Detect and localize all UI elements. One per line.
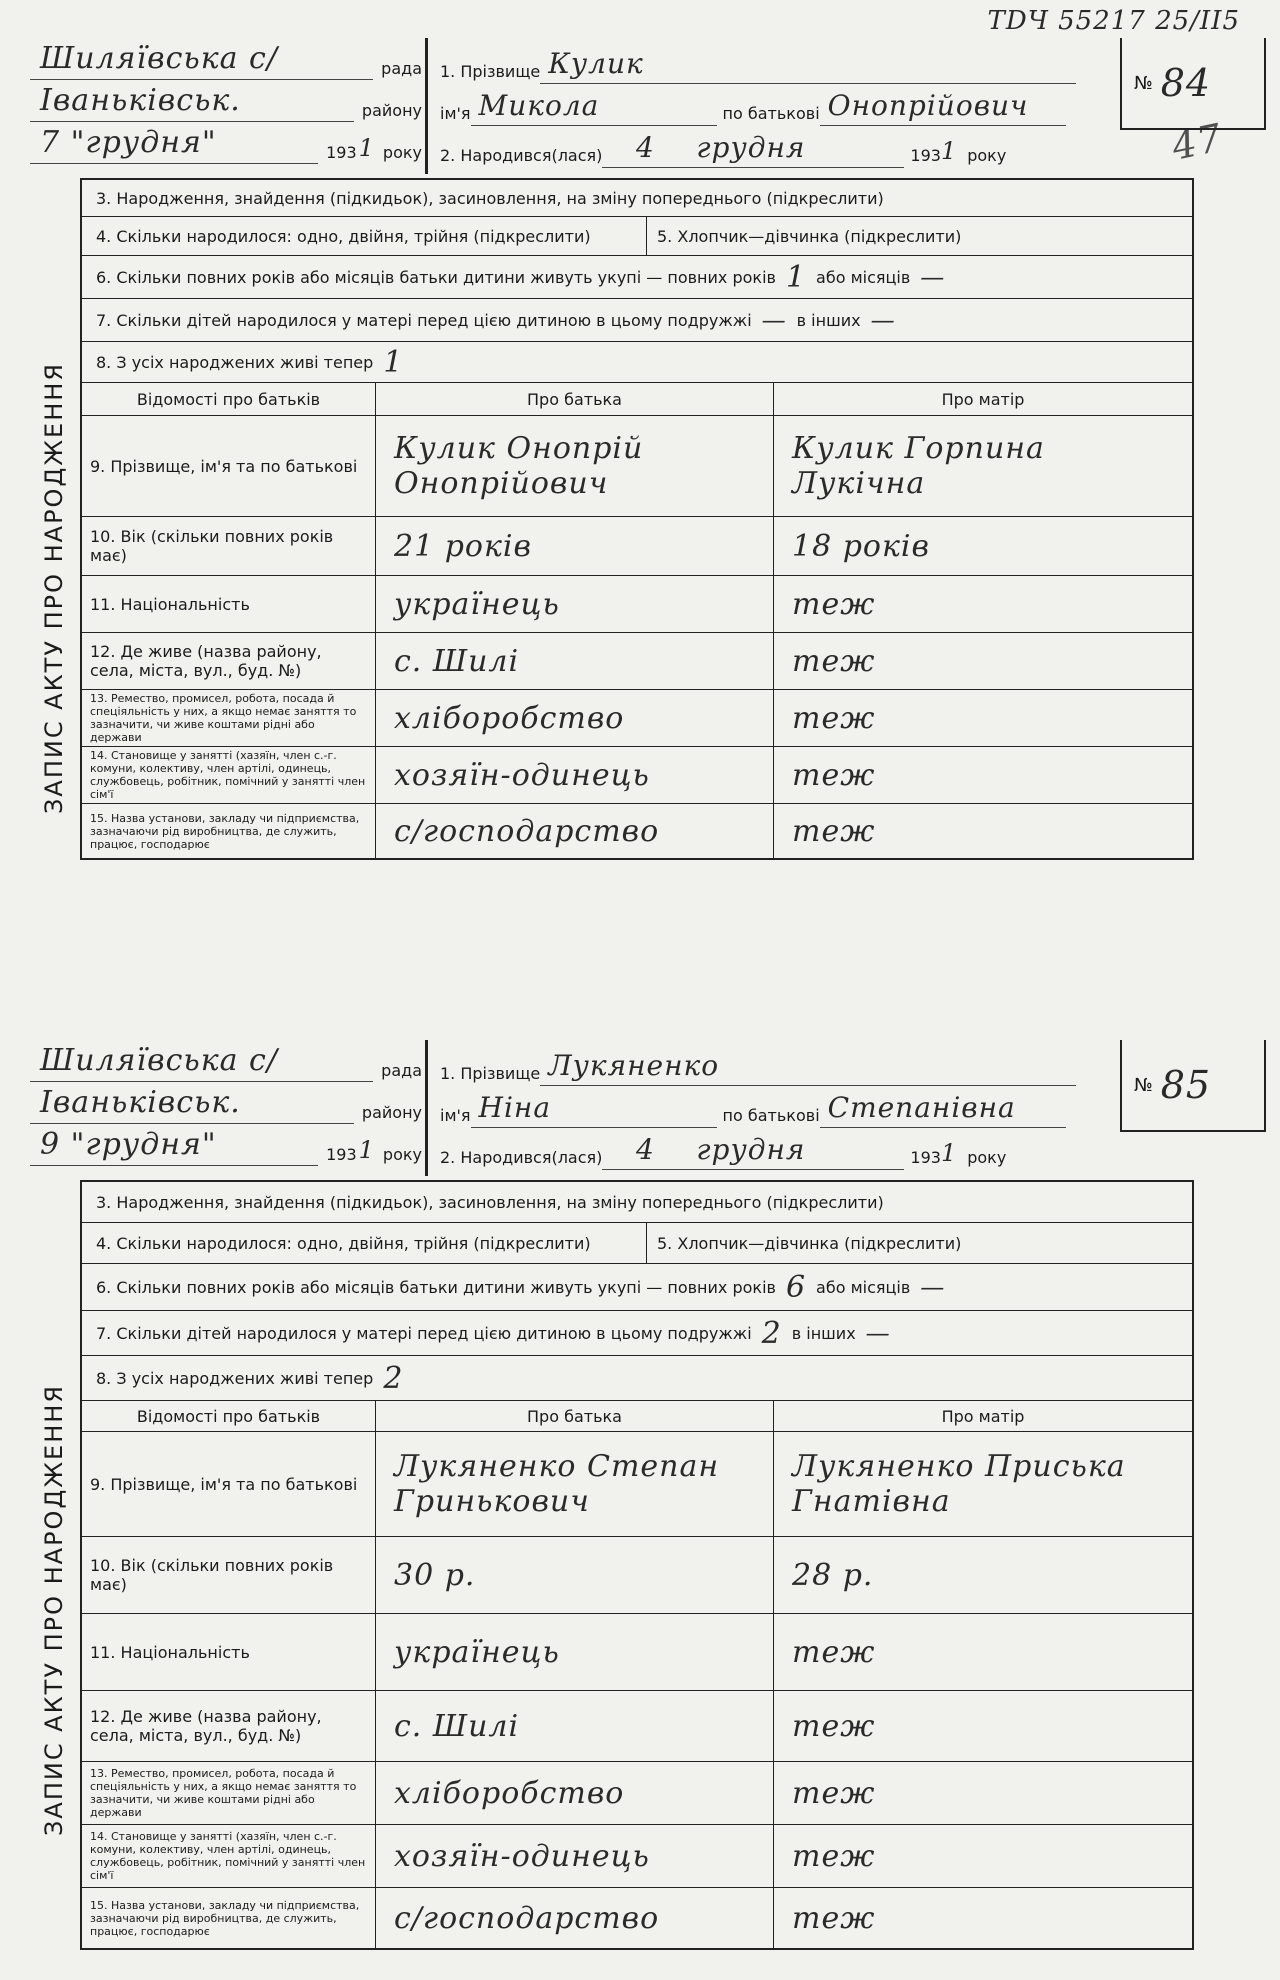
record-number-box — [1120, 38, 1266, 130]
rada-label: рада — [381, 59, 422, 78]
father-status: хозяїн-одинець — [376, 1825, 774, 1888]
question-4-5 — [82, 1223, 1192, 1264]
row-14-label: 14. Становище у занятті (хазяїн, член с.-г. комуни, колективу, член артілі, одинець, службовець, робітник, помічний у занятті член сім'ї — [82, 747, 376, 804]
number-sign: № — [1134, 72, 1153, 94]
q7-other: — — [865, 1319, 891, 1347]
father-header: Про батька — [376, 383, 774, 416]
q6-years: 6 — [785, 1269, 807, 1305]
birth-month: грудня — [688, 1133, 904, 1170]
father-nationality: українець — [376, 576, 774, 633]
mother-address: теж — [774, 1691, 1192, 1762]
row-15-label: 15. Назва установи, закладу чи підприємства, зазначаючи рід виробництва, де служить, працює, господарює — [82, 1888, 376, 1948]
registration-date: 9 "грудня" — [30, 1127, 318, 1166]
father-age: 30 р. — [376, 1537, 774, 1614]
question-5: 5. Хлопчик—дівчинка (підкреслити) — [657, 1233, 962, 1253]
side-title: ЗАПИС АКТУ ПРО НАРОДЖЕННЯ — [40, 362, 68, 814]
registry-office-block — [30, 38, 422, 168]
parents-table — [82, 1401, 1192, 1948]
row-12-label: 12. Де живе (назва району, села, міста, вул., буд. №) — [82, 1691, 376, 1762]
row-12-label: 12. Де живе (назва району, села, міста, вул., буд. №) — [82, 633, 376, 690]
mother-age: 28 р. — [774, 1537, 1192, 1614]
mother-status: теж — [774, 747, 1192, 804]
father-occupation: хліборобство — [376, 690, 774, 747]
question-5: 5. Хлопчик—дівчинка (підкреслити) — [657, 226, 962, 246]
question-4: 4. Скільки народилося: одно, двійня, трійня (підкреслити) — [82, 1223, 647, 1263]
raion-label: району — [361, 1103, 422, 1122]
record-number: 85 — [1160, 1063, 1212, 1107]
q7-count: — — [761, 306, 787, 334]
question-4: 4. Скільки народилося: одно, двійня, трійня (підкреслити) — [82, 217, 647, 255]
registry-office-block — [30, 1040, 422, 1170]
year-label: року — [382, 143, 422, 162]
father-status: хозяїн-одинець — [376, 747, 774, 804]
name-label: ім'я — [440, 104, 471, 123]
father-name: Лукяненко Степан Гринькович — [376, 1432, 774, 1537]
question-6: 6. Скільки повних років або місяців батьки дитини живуть укупі — повних років 6 або місяців — — [82, 1264, 1192, 1311]
father-employer: с/господарство — [376, 1888, 774, 1948]
row-13-label: 13. Ремество, промисел, робота, посада й спеціяльність у них, а якщо немає заняття то зазначити, чи живе коштами рідні або держави — [82, 1762, 376, 1825]
question-7: 7. Скільки дітей народилося у матері перед цією дитиною в цьому подружжі — в інших — — [82, 299, 1192, 342]
rada-value: Шиляївська с/ — [30, 1043, 373, 1082]
row-13-label: 13. Ремество, промисел, робота, посада й спеціяльність у них, а якщо немає заняття то зазначити, чи живе коштами рідні або держави — [82, 690, 376, 747]
number-sign: № — [1134, 1074, 1153, 1096]
mother-nationality: теж — [774, 1614, 1192, 1691]
child-surname: Лукяненко — [540, 1049, 1076, 1086]
raion-value: Іваньківськ. — [30, 83, 354, 122]
father-address: с. Шилі — [376, 633, 774, 690]
mother-employer: теж — [792, 813, 876, 849]
birth-year-prefix: 193 — [910, 1148, 941, 1167]
record-form — [80, 178, 1194, 860]
mother-age: 18 років — [774, 517, 1192, 576]
parents-header: Відомості про батьків — [82, 383, 376, 416]
row-9-label: 9. Прізвище, ім'я та по батькові — [82, 416, 376, 517]
birth-day: 4 — [602, 1133, 688, 1170]
mother-header: Про матір — [774, 1401, 1192, 1432]
child-patronymic: Степанівна — [820, 1091, 1066, 1128]
mother-address: теж — [774, 633, 1192, 690]
patronymic-label: по батькові — [722, 1106, 820, 1125]
question-6: 6. Скільки повних років або місяців батьки дитини живуть укупі — повних років 1 або місяців — — [82, 256, 1192, 299]
record-form — [80, 1180, 1194, 1950]
row-10-label: 10. Вік (скільки повних років має) — [82, 1537, 376, 1614]
birth-record — [0, 38, 1270, 938]
birth-year: 1 — [940, 1139, 958, 1167]
birth-year-prefix: 193 — [910, 146, 941, 165]
birth-year-label: року — [967, 146, 1007, 165]
child-name: Ніна — [471, 1091, 717, 1128]
father-occupation: хліборобство — [376, 1762, 774, 1825]
mother-name: Лукяненко Приська Гнатівна — [774, 1432, 1192, 1537]
pencil-mark: 47 — [1167, 115, 1227, 169]
child-identity-block — [440, 1046, 1130, 1174]
registration-date: 7 "грудня" — [30, 125, 318, 164]
question-4-5 — [82, 217, 1192, 256]
birth-day: 4 — [602, 131, 688, 168]
q6-months: — — [920, 1273, 946, 1301]
q7-other: — — [870, 306, 896, 334]
row-9-label: 9. Прізвище, ім'я та по батькові — [82, 1432, 376, 1537]
q6-years: 1 — [785, 259, 807, 295]
q7-count: 2 — [761, 1315, 782, 1351]
child-surname: Кулик — [540, 47, 1076, 84]
row-11-label: 11. Національність — [82, 576, 376, 633]
born-label: 2. Народився(лася) — [440, 1148, 603, 1167]
surname-label: 1. Прізвище — [440, 62, 541, 81]
parents-table — [82, 383, 1192, 858]
parents-header: Відомості про батьків — [82, 1401, 376, 1432]
archive-stamp: TDЧ 55217 25/II5 — [987, 6, 1240, 36]
child-name: Микола — [471, 89, 717, 126]
registration-year: 1 — [358, 134, 375, 162]
father-nationality: українець — [376, 1614, 774, 1691]
question-8: 8. З усіх народжених живі тепер 1 — [82, 342, 1192, 383]
question-3: 3. Народження, знайдення (підкидьок), засиновлення, на зміну попереднього (підкреслити) — [82, 180, 1192, 217]
row-15-label: 15. Назва установи, закладу чи підприємства, зазначаючи рід виробництва, де служить, працює, господарює — [82, 804, 376, 858]
question-8: 8. З усіх народжених живі тепер 2 — [82, 1356, 1192, 1401]
q6-months: — — [920, 263, 946, 291]
registration-year: 1 — [358, 1136, 375, 1164]
father-name: Кулик Онопрій Онопрійович — [376, 416, 774, 517]
q8-alive: 1 — [383, 344, 404, 380]
mother-name: Кулик Горпина Лукічна — [774, 416, 1192, 517]
header-divider — [425, 38, 428, 174]
q8-alive: 2 — [383, 1360, 404, 1396]
born-label: 2. Народився(лася) — [440, 146, 603, 165]
surname-label: 1. Прізвище — [440, 1064, 541, 1083]
raion-label: району — [361, 101, 422, 120]
child-patronymic: Онопрійович — [820, 89, 1066, 126]
record-number-box — [1120, 1040, 1266, 1132]
father-header: Про батька — [376, 1401, 774, 1432]
mother-nationality: теж — [774, 576, 1192, 633]
mother-header: Про матір — [774, 383, 1192, 416]
header-divider — [425, 1040, 428, 1176]
birth-year: 1 — [940, 137, 958, 165]
mother-status: теж — [774, 1825, 1192, 1888]
side-title: ЗАПИС АКТУ ПРО НАРОДЖЕННЯ — [40, 1384, 68, 1836]
row-11-label: 11. Національність — [82, 1614, 376, 1691]
row-10-label: 10. Вік (скільки повних років має) — [82, 517, 376, 576]
patronymic-label: по батькові — [722, 104, 820, 123]
rada-label: рада — [381, 1061, 422, 1080]
father-age: 21 років — [376, 517, 774, 576]
father-address: с. Шилі — [376, 1691, 774, 1762]
question-3: 3. Народження, знайдення (підкидьок), засиновлення, на зміну попереднього (підкреслити) — [82, 1182, 1192, 1223]
question-7: 7. Скільки дітей народилося у матері перед цією дитиною в цьому подружжі 2 в інших — — [82, 1311, 1192, 1356]
father-employer: с/господарство — [376, 804, 774, 858]
year-prefix: 193 — [326, 1145, 357, 1164]
raion-value: Іваньківськ. — [30, 1085, 354, 1124]
record-number: 84 — [1160, 61, 1212, 105]
name-label: ім'я — [440, 1106, 471, 1125]
birth-year-label: року — [967, 1148, 1007, 1167]
year-label: року — [382, 1145, 422, 1164]
birth-record — [0, 1040, 1270, 1980]
rada-value: Шиляївська с/ — [30, 41, 373, 80]
year-prefix: 193 — [326, 143, 357, 162]
mother-occupation: теж — [774, 690, 1192, 747]
birth-month: грудня — [688, 131, 904, 168]
mother-occupation: теж — [774, 1762, 1192, 1825]
mother-employer: теж — [792, 1900, 876, 1936]
row-14-label: 14. Становище у занятті (хазяїн, член с.-г. комуни, колективу, член артілі, одинець, службовець, робітник, помічний у занятті член сім'ї — [82, 1825, 376, 1888]
child-identity-block — [440, 44, 1130, 172]
